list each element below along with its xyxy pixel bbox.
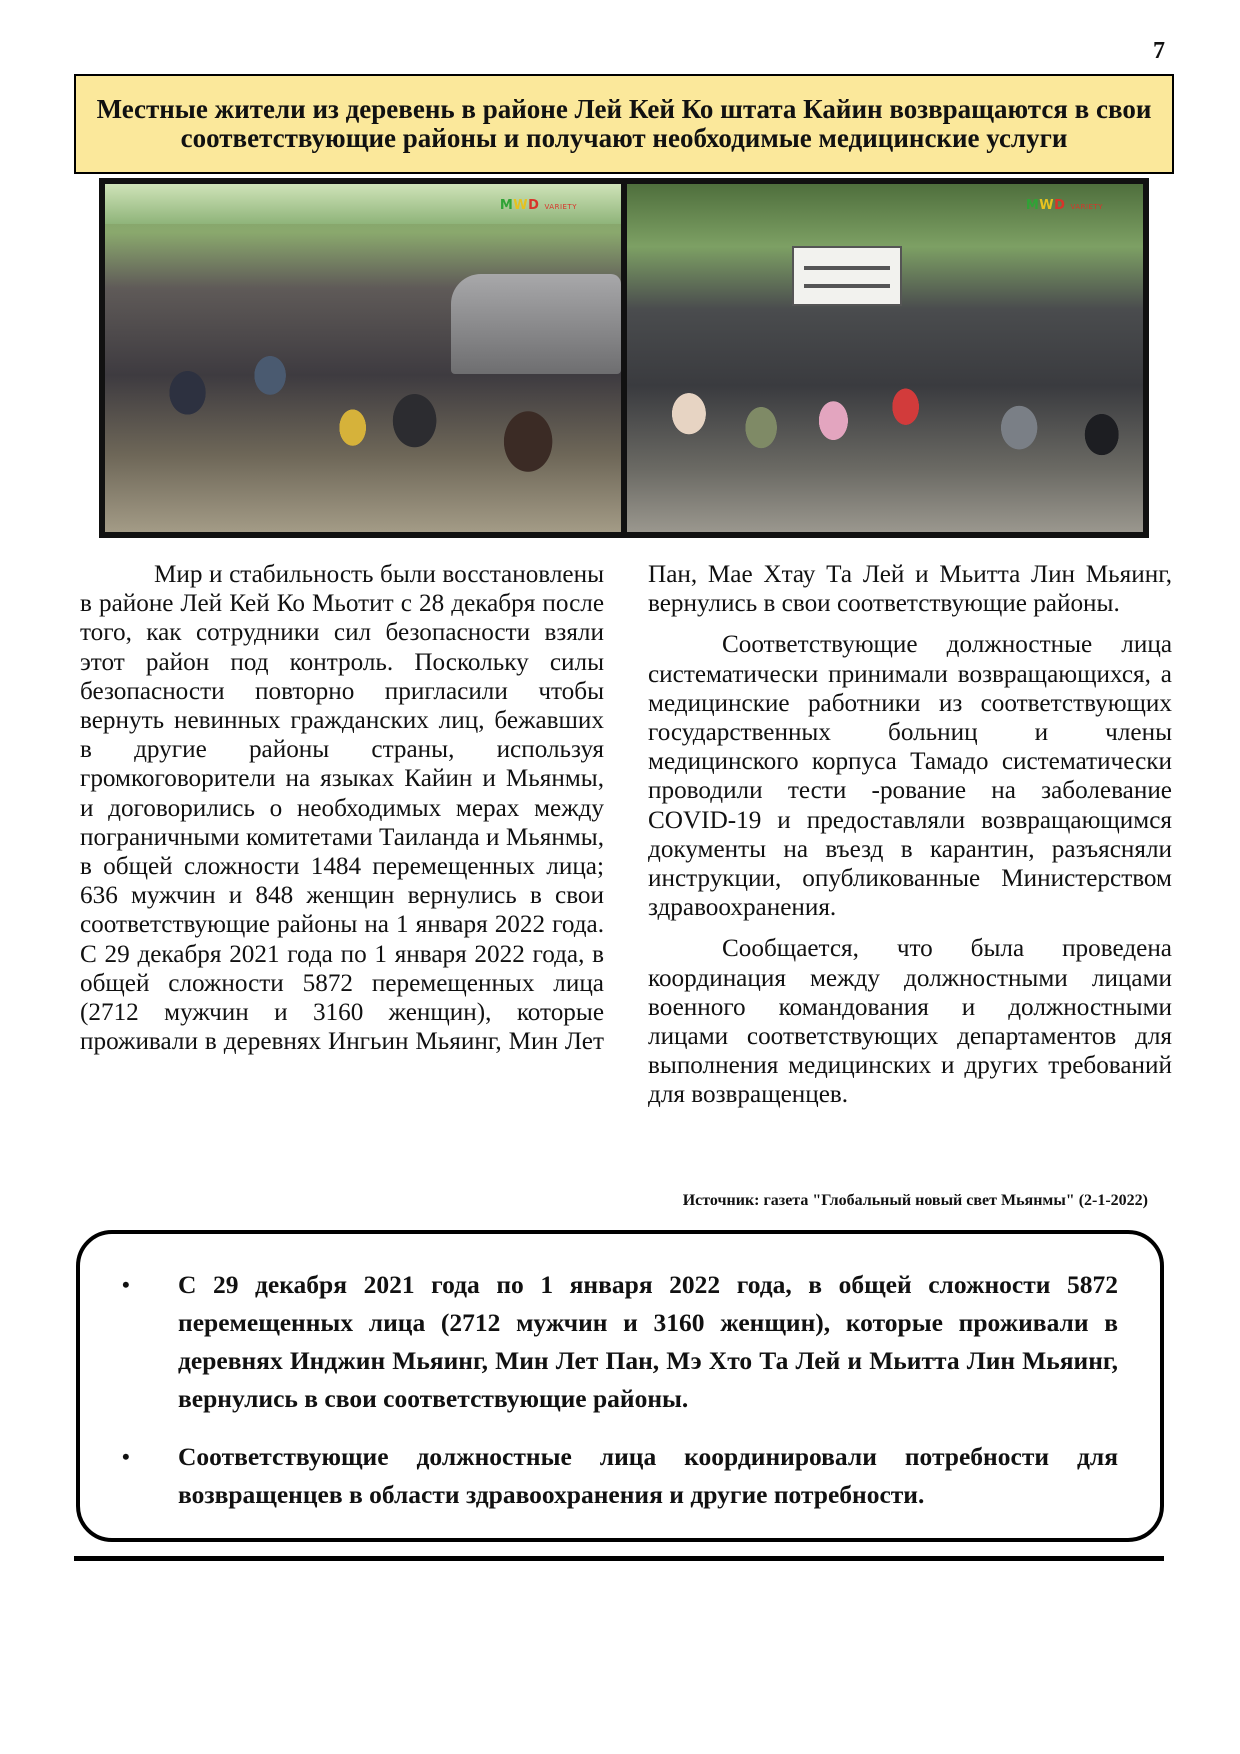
summary-list	[122, 1266, 1118, 1514]
summary-item	[122, 1266, 1118, 1418]
source-citation: Источник: газета "Глобальный новый свет Мьянмы" (2-1-2022)	[682, 1192, 1148, 1209]
article-paragraph-3: Сообщается, что была проведена координация между должностными лицами военного командования и должностными лицами соответствующих департаментов для выполнения медицинских и других требований для возвращенцев.	[648, 935, 1172, 1109]
photo-banner-sign	[792, 246, 902, 306]
bottom-divider	[74, 1556, 1164, 1561]
watermark-sub: VARIETY	[544, 203, 577, 211]
headline-box	[74, 74, 1174, 174]
photo-watermark-logo: MWD VARIETY	[499, 198, 577, 213]
headline-title: Местные жители из деревень в районе Лей Кей Ко штата Кайин возвращаются в свои соответствующие районы и получают необходимые медицинские услуги	[96, 94, 1152, 153]
summary-item-text: С 29 декабря 2021 года по 1 января 2022 года, в общей сложности 5872 перемещенных лица (2712 мужчин и 3160 женщин), которые проживали в деревнях Инджин Мьяинг, Мин Лет Пан, Мэ Хто Та Лей и Мьитта Лин Мьяинг, вернулись в свои соответствующие районы.	[178, 1270, 1118, 1413]
photo-car	[451, 274, 621, 374]
watermark-sub: VARIETY	[1070, 203, 1103, 211]
bullet-icon: •	[122, 1272, 130, 1297]
page-number: 7	[1153, 38, 1165, 64]
photo-crowd-banner	[627, 184, 1143, 532]
article-paragraph-1: Мир и стабильность были восстановлены в районе Лей Кей Ко Мьотит с 28 декабря после того, как сотрудники сил безопасности взяли этот район под контроль. Поскольку силы безопасности повторно пригласили чтобы вернуть невинных гражданских лиц, бежавших в другие районы страны, используя громкоговорители на языках Кайин и Мьянмы, и договорились о необходимых мерах между пограничными комитетами Таиланда и Мьянмы, в общей сложности 1484 перемещенных лица; 636 мужчин и 848 женщин вернулись в свои соответствующие районы на 1 января 2022 года. С 29 декабря 2021 года по 1 января 2022 года, в общей сложности 5872 перемещенных лица (2712 мужчин и 3160 женщин), которые проживали в деревнях Ингьин Мьяинг, Мин Лет Пан, Мае Хтау Та Лей и Мьитта Лин Мьяинг, вернулись в свои соответствующие районы.	[80, 561, 1172, 1056]
photo-crowd-street	[105, 184, 621, 532]
summary-item-text: Соответствующие должностные лица координировали потребности для возвращенцев в области здравоохранения и другие потребности.	[178, 1442, 1118, 1509]
photo-strip	[99, 178, 1149, 538]
summary-item	[122, 1438, 1118, 1514]
article-paragraph-2: Соответствующие должностные лица систематически принимали возвращающихся, а медицинские работники из соответствующих государственных больниц и члены медицинского корпуса Тамадо систематически проводили тести -рование на заболевание COVID-19 и предоставляли возвращающимся документы на въезд в карантин, разъясняли инструкции, опубликованные Министерством здравоохранения.	[648, 631, 1172, 922]
photo-watermark-logo: MWD VARIETY	[1025, 198, 1103, 213]
article-body	[80, 560, 1172, 1160]
summary-box	[76, 1230, 1164, 1542]
bullet-icon: •	[122, 1444, 130, 1469]
